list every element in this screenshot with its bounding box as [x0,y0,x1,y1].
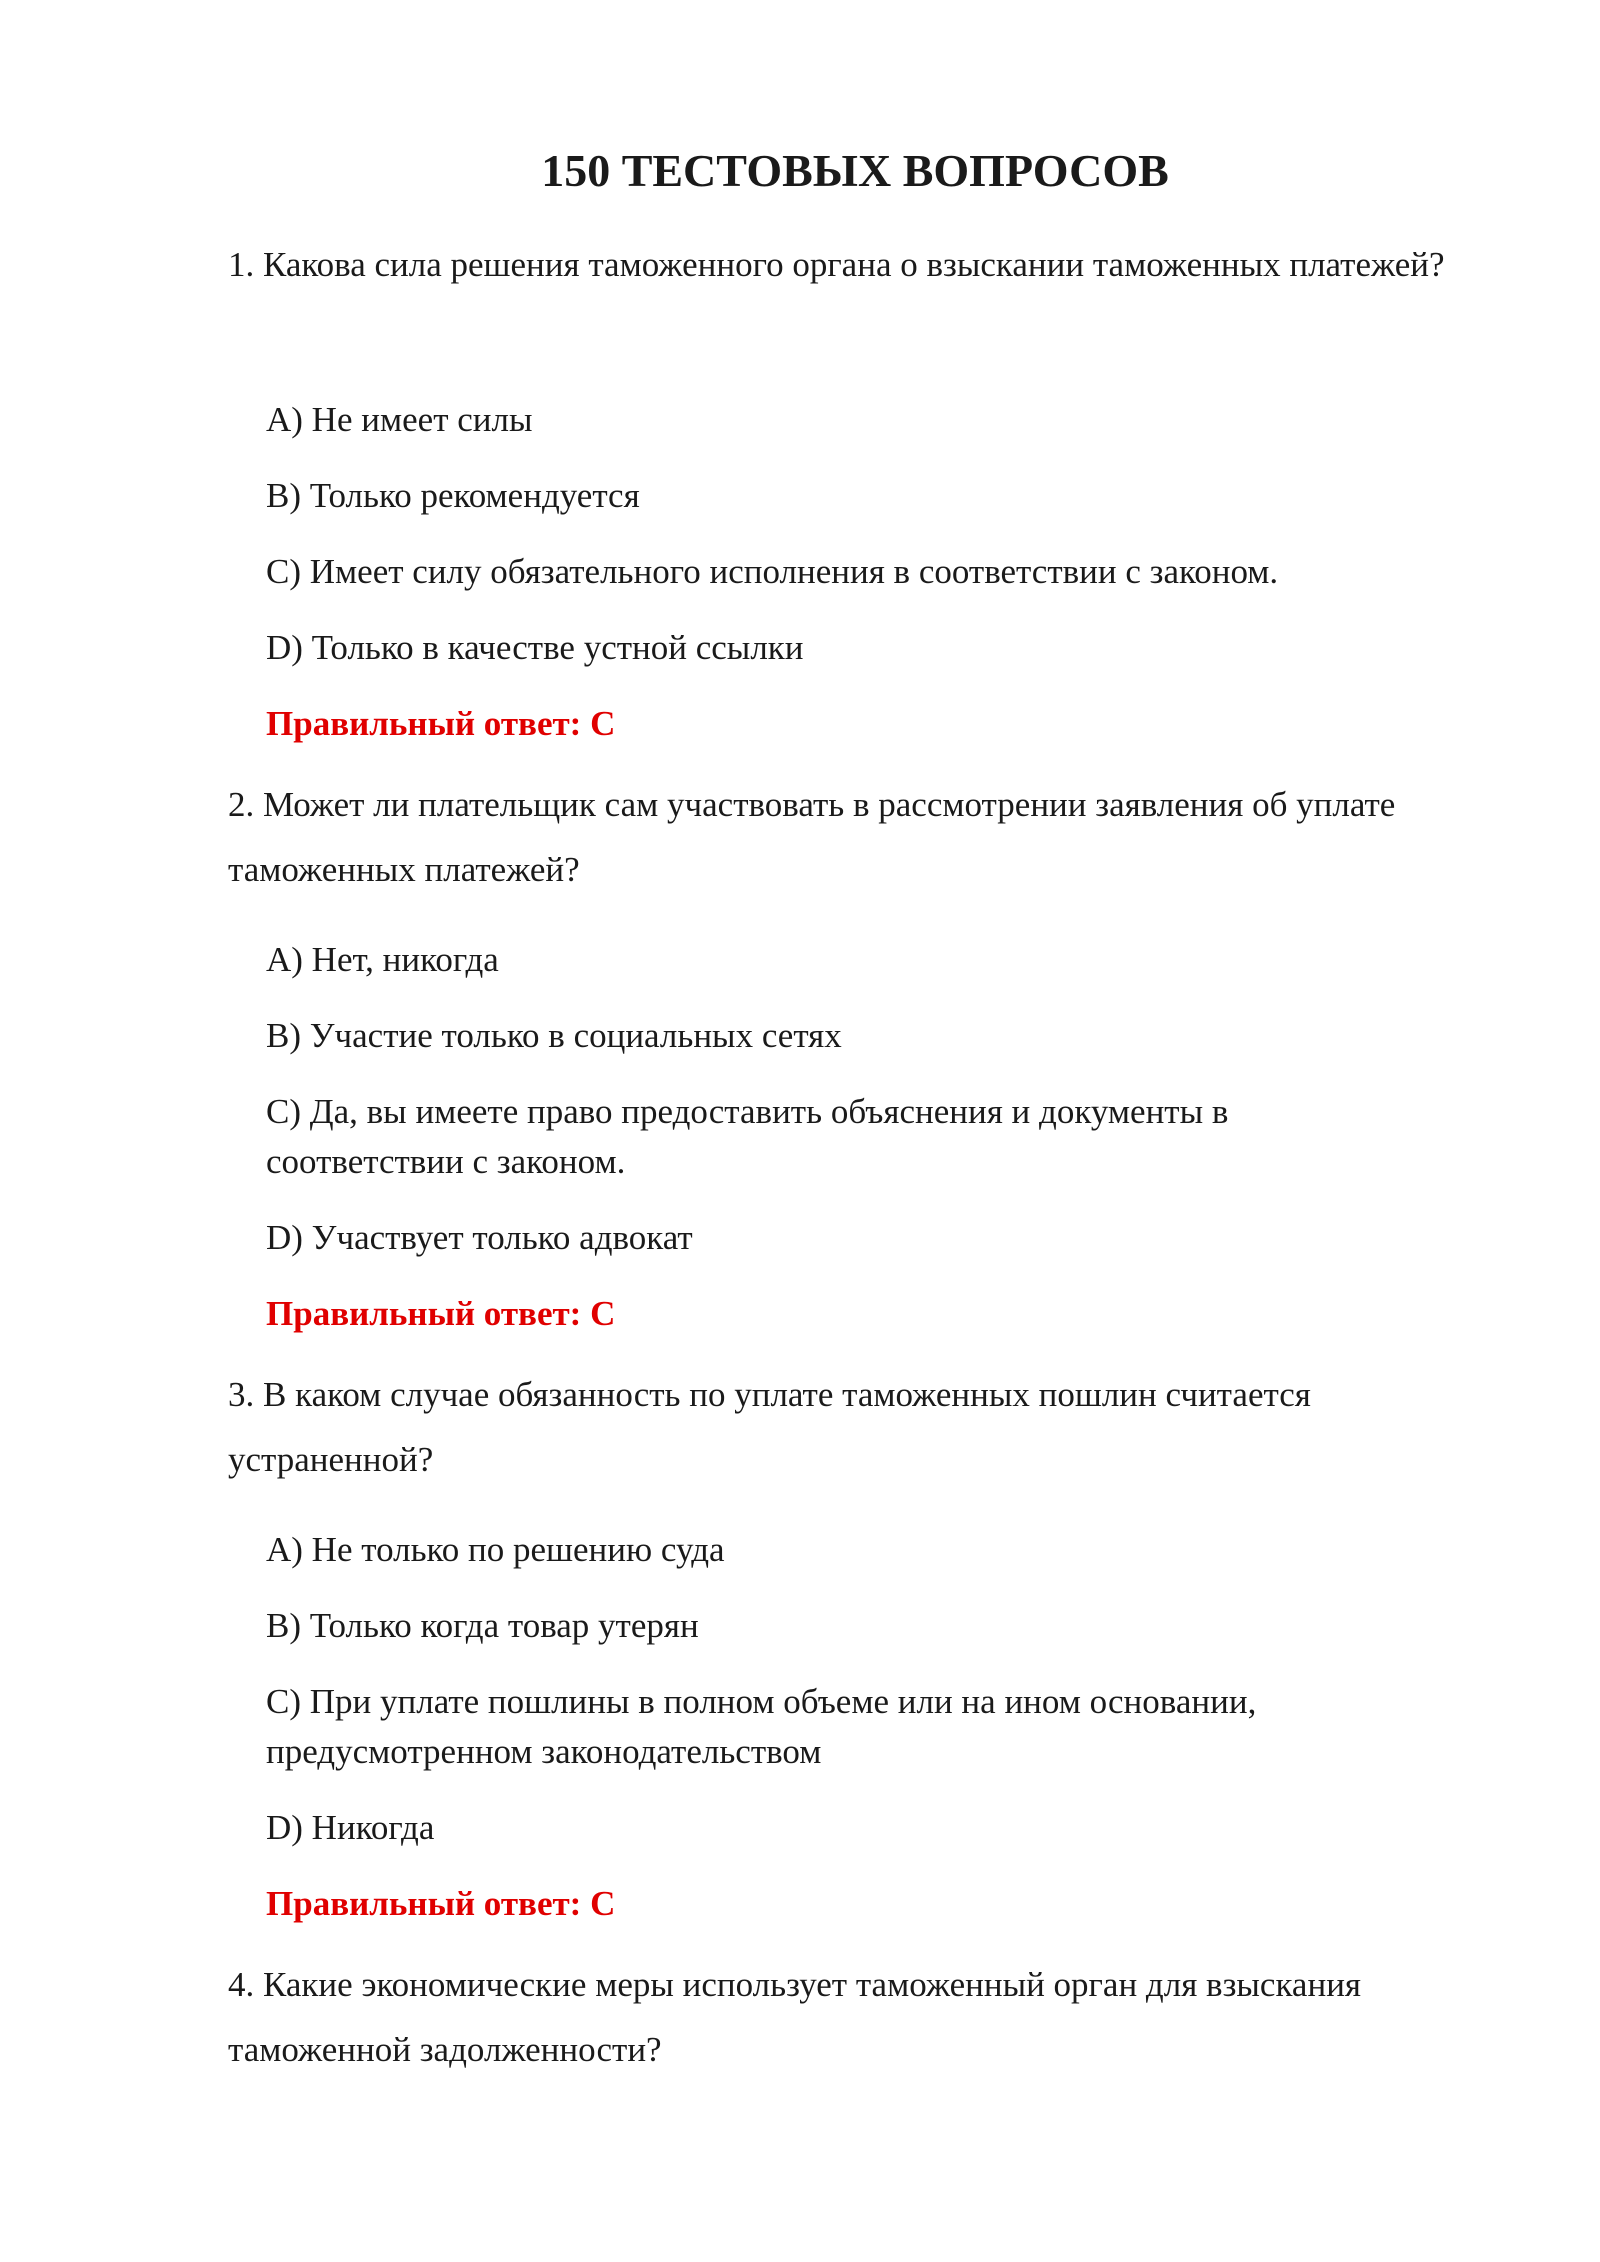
question-text: 2. Может ли плательщик сам участвовать в рассмотрении заявления об уплате таможенных платежей? [228,785,1396,889]
answer-option: D) Только в качестве устной ссылки [266,628,804,667]
question-text: 3. В каком случае обязанность по уплате таможенных пошлин считается устраненной? [228,1375,1311,1479]
page-title: 150 ТЕСТОВЫХ ВОПРОСОВ [541,145,1169,196]
answer-option: C) Имеет силу обязательного исполнения в соответствии с законом. [266,552,1279,591]
correct-answer: Правильный ответ: C [266,1884,616,1923]
correct-answer: Правильный ответ: C [266,1294,616,1333]
question-text: 1. Какова сила решения таможенного органа о взыскании таможенных платежей? [228,245,1445,284]
answer-option: B) Только когда товар утерян [266,1606,699,1645]
answer-option: C) При уплате пошлины в полном объеме или на ином основании, предусмотренном законодательством [266,1682,1257,1771]
question-text: 4. Какие экономические меры использует таможенный орган для взыскания таможенной задолженности? [228,1965,1362,2069]
answer-option: D) Никогда [266,1808,435,1847]
answer-option: D) Участвует только адвокат [266,1218,693,1257]
answer-option: B) Только рекомендуется [266,476,640,515]
answer-option: B) Участие только в социальных сетях [266,1016,842,1055]
answer-option: A) Не имеет силы [266,400,533,439]
answer-option: C) Да, вы имеете право предоставить объяснения и документы в соответствии с законом. [266,1092,1229,1181]
answer-option: A) Нет, никогда [266,940,499,979]
answer-option: A) Не только по решению суда [266,1530,725,1569]
correct-answer: Правильный ответ: C [266,704,616,743]
